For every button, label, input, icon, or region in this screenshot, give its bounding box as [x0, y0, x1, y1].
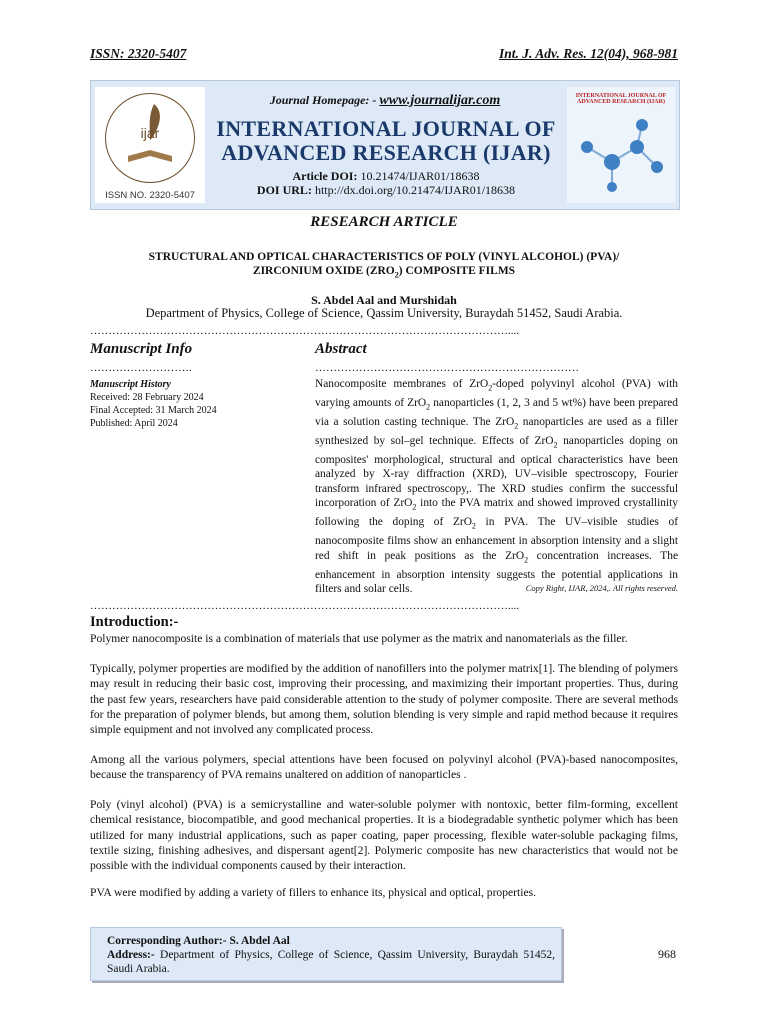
journal-title: INTERNATIONAL JOURNAL OF ADVANCED RESEARCH (IJAR) — [216, 116, 556, 165]
intro-paragraph-5: PVA were modified by adding a variety of fillers to enhance its, physical and optical, properties. — [90, 886, 537, 899]
separator-top: …………………………………………………………………………………………………….... — [90, 325, 519, 337]
issn-text: ISSN: 2320-5407 — [90, 46, 187, 61]
page-number: 968 — [658, 947, 676, 961]
copyright: Copy Right, IJAR, 2024,. All rights reserved. — [525, 583, 678, 593]
corresponding-author-box — [90, 927, 562, 981]
article-title — [90, 250, 678, 282]
journal-cover-image — [567, 87, 675, 203]
doi-url-label: DOI URL: — [256, 183, 312, 197]
authors: S. Abdel Aal and Murshidah — [311, 293, 457, 307]
title-line-1: STRUCTURAL AND OPTICAL CHARACTERISTICS OF POLY (VINYL ALCOHOL) (PVA)/ — [148, 251, 620, 263]
separator-manuscript: ………………………. — [90, 362, 192, 374]
accepted-date: Final Accepted: 31 March 2024 — [90, 405, 217, 416]
logo-text: ijar — [140, 125, 160, 141]
manuscript-info — [90, 341, 290, 430]
article-doi-label: Article DOI: — [292, 169, 358, 183]
intro-paragraph-3: Among all the various polymers, special attentions have been focused on polyvinyl alcohol (PVA)-based nanocomposites, because the transparency of PVA remains unaltered on addition of nanoparticles . — [90, 753, 678, 782]
manuscript-heading: Manuscript Info — [90, 341, 193, 357]
intro-paragraph-2: Typically, polymer properties are modified by the addition of nanofillers into the polymer matrix[1]. The blending of polymers may result in reducing their basic cost, improving their processing, and maximizing their important properties. Thus, during the past few years, researchers have paid considerable attention to the study of polymer composite. There are several methods for the preparation of polymer blends, but among them, solution blending is very simple and rapid method because it requires simple equipment and not involved any complicated process. — [90, 662, 678, 737]
corresponding-author: Corresponding Author:- S. Abdel Aal — [107, 935, 290, 947]
running-header — [90, 46, 678, 62]
article-doi: 10.21474/IJAR01/18638 — [360, 169, 480, 183]
corresponding-address: Address:- Department of Physics, College of Science, Qassim University, Buraydah 51452, Saudi Arabia. — [107, 949, 555, 975]
intro-paragraph-1: Polymer nanocomposite is a combination of materials that use polymer as the matrix and nanomaterials as the filler. — [90, 632, 628, 645]
citation-text: Int. J. Adv. Res. 12(04), 968-981 — [499, 46, 678, 61]
received-date: Received: 28 February 2024 — [90, 392, 204, 403]
doi-block — [201, 169, 571, 197]
separator-bottom: …………………………………………………………………………………………………….... — [90, 600, 519, 612]
journal-banner — [90, 80, 680, 210]
title-line-2: ZIRCONIUM OXIDE $(ZRO_2)$ COMPOSITE FILMS — [252, 265, 516, 280]
homepage-link[interactable]: www.journalijar.com — [379, 93, 501, 108]
homepage-label: Journal Homepage: - — [269, 93, 377, 107]
published-date: Published: April 2024 — [90, 418, 178, 429]
article-type: RESEARCH ARTICLE — [310, 214, 458, 230]
abstract — [315, 341, 678, 597]
affiliation: Department of Physics, College of Science, Qassim University, Buraydah 51452, Saudi Arabia. — [145, 306, 623, 320]
logo-issn: ISSN NO. 2320-5407 — [105, 190, 195, 201]
abstract-heading: Abstract — [315, 341, 367, 357]
separator-abstract: ……………………………………………………………… — [315, 362, 579, 374]
intro-heading: Introduction:- — [90, 614, 179, 630]
doi-url-link[interactable]: http://dx.doi.org/10.21474/IJAR01/18638 — [314, 183, 516, 197]
history-label: Manuscript History — [90, 379, 171, 390]
cover-title: INTERNATIONAL JOURNAL OF ADVANCED RESEARCH (IJAR) — [575, 93, 667, 105]
abstract-text: Nanocomposite membranes of ZrO$_2$-doped polyvinyl alcohol (PVA) with varying amounts of ZrO$_2$ nanoparticles (1, 2, 3 and 5 wt%) have been prepared via a solution casting technique. The ZrO$_2$ nanoparticles are used as a filler synthesized by sol–gel technique. Effects of ZrO$_2$ nanoparticles doping on composites' morphological, structural and optical characteristics have been analyzed by X-ray diffraction (XRD), UV–visible spectroscopy, Fourier transform infrared spectroscopy,. The XRD studies confirm the successful incorporation of ZrO$_2$ into the PVA matrix and showed improved crystallinity following the doping of ZrO$_2$ in PVA. The UV–visible studies of nanocomposite films show an enhancement in absorption intensity and a slight red shift in peak positions as the ZrO$_2$ concentration increases. The enhancement in absorption intensity suggests the potential applications in filters and solar cells. — [315, 378, 678, 596]
intro-paragraph-4: Poly (vinyl alcohol) (PVA) is a semicrystalline and water-soluble polymer with nontoxic, better film-forming, excellent chemical resistance, biocompatible, and good mechanical properties. It is a biodegradable synthetic polymer which has been utilized for many industrial applications, such as paper coating, paper processing, flexible water-soluble packaging films, textile sizing, finishing adhesives, and dispersant agent[2]. Polymeric composite has new characteristics that would not be possible with the individual components caused by their interaction. — [90, 798, 678, 873]
